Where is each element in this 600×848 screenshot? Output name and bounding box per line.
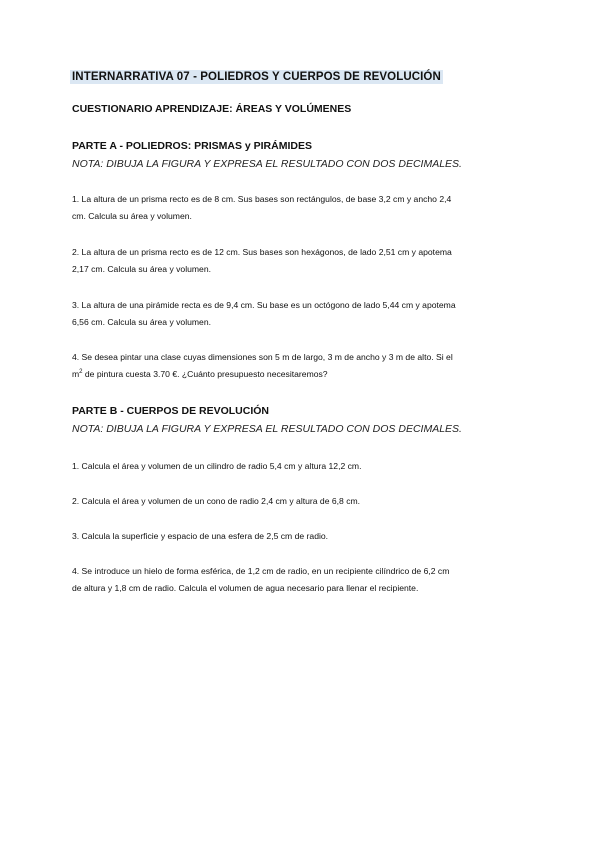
question-line: 1. La altura de un prisma recto es de 8 cm. Sus bases son rectángulos, de base 3,2 cm y ancho 2,4 [72, 194, 452, 204]
question-line: 1. Calcula el área y volumen de un cilindro de radio 5,4 cm y altura 12,2 cm. [72, 461, 362, 471]
question-line: 2,17 cm. Calcula su área y volumen. [72, 264, 211, 274]
part-a-question-2 [72, 244, 527, 278]
question-line: de altura y 1,8 cm de radio. Calcula el volumen de agua necesario para llenar el recipiente. [72, 583, 419, 593]
part-b-question-3 [72, 528, 527, 545]
part-b-question-1 [72, 458, 527, 475]
question-line: 3. Calcula la superficie y espacio de una esfera de 2,5 cm de radio. [72, 531, 329, 541]
part-a-question-1 [72, 191, 527, 225]
part-a-heading: PARTE A - POLIEDROS: PRISMAS y PIRÁMIDES [72, 140, 312, 152]
question-line: 4. Se desea pintar una clase cuyas dimensiones son 5 m de largo, 3 m de ancho y 3 m de alto. Si el [72, 352, 453, 362]
unit-m: m [72, 369, 80, 379]
part-a-question-3 [72, 297, 527, 331]
question-text: de pintura cuesta 3.70 €. ¿Cuánto presupuesto necesitaremos? [82, 369, 328, 379]
part-b-question-4 [72, 563, 527, 597]
question-line: 3. La altura de una pirámide recta es de 9,4 cm. Su base es un octógono de lado 5,44 cm y apotema [72, 300, 456, 310]
question-line: 4. Se introduce un hielo de forma esférica, de 1,2 cm de radio, en un recipiente cilíndrico de 6,2 cm [72, 566, 450, 576]
part-b-heading: PARTE B - CUERPOS DE REVOLUCIÓN [72, 405, 269, 417]
document-title: INTERNARRATIVA 07 - POLIEDROS Y CUERPOS DE REVOLUCIÓN [72, 71, 441, 83]
question-line [72, 366, 527, 383]
unit-exponent: 2 [79, 369, 83, 376]
part-a-question-4 [72, 349, 527, 383]
part-b-question-2 [72, 493, 527, 510]
question-line: 6,56 cm. Calcula su área y volumen. [72, 317, 211, 327]
question-line: cm. Calcula su área y volumen. [72, 211, 192, 221]
part-a-note: NOTA: DIBUJA LA FIGURA Y EXPRESA EL RESULTADO CON DOS DECIMALES. [72, 158, 462, 170]
document-subtitle: CUESTIONARIO APRENDIZAJE: ÁREAS Y VOLÚMENES [72, 103, 352, 115]
part-b-note: NOTA: DIBUJA LA FIGURA Y EXPRESA EL RESULTADO CON DOS DECIMALES. [72, 423, 462, 435]
question-line: 2. Calcula el área y volumen de un cono de radio 2,4 cm y altura de 6,8 cm. [72, 496, 361, 506]
question-line: 2. La altura de un prisma recto es de 12 cm. Sus bases son hexágonos, de lado 2,51 cm y apotema [72, 247, 452, 257]
